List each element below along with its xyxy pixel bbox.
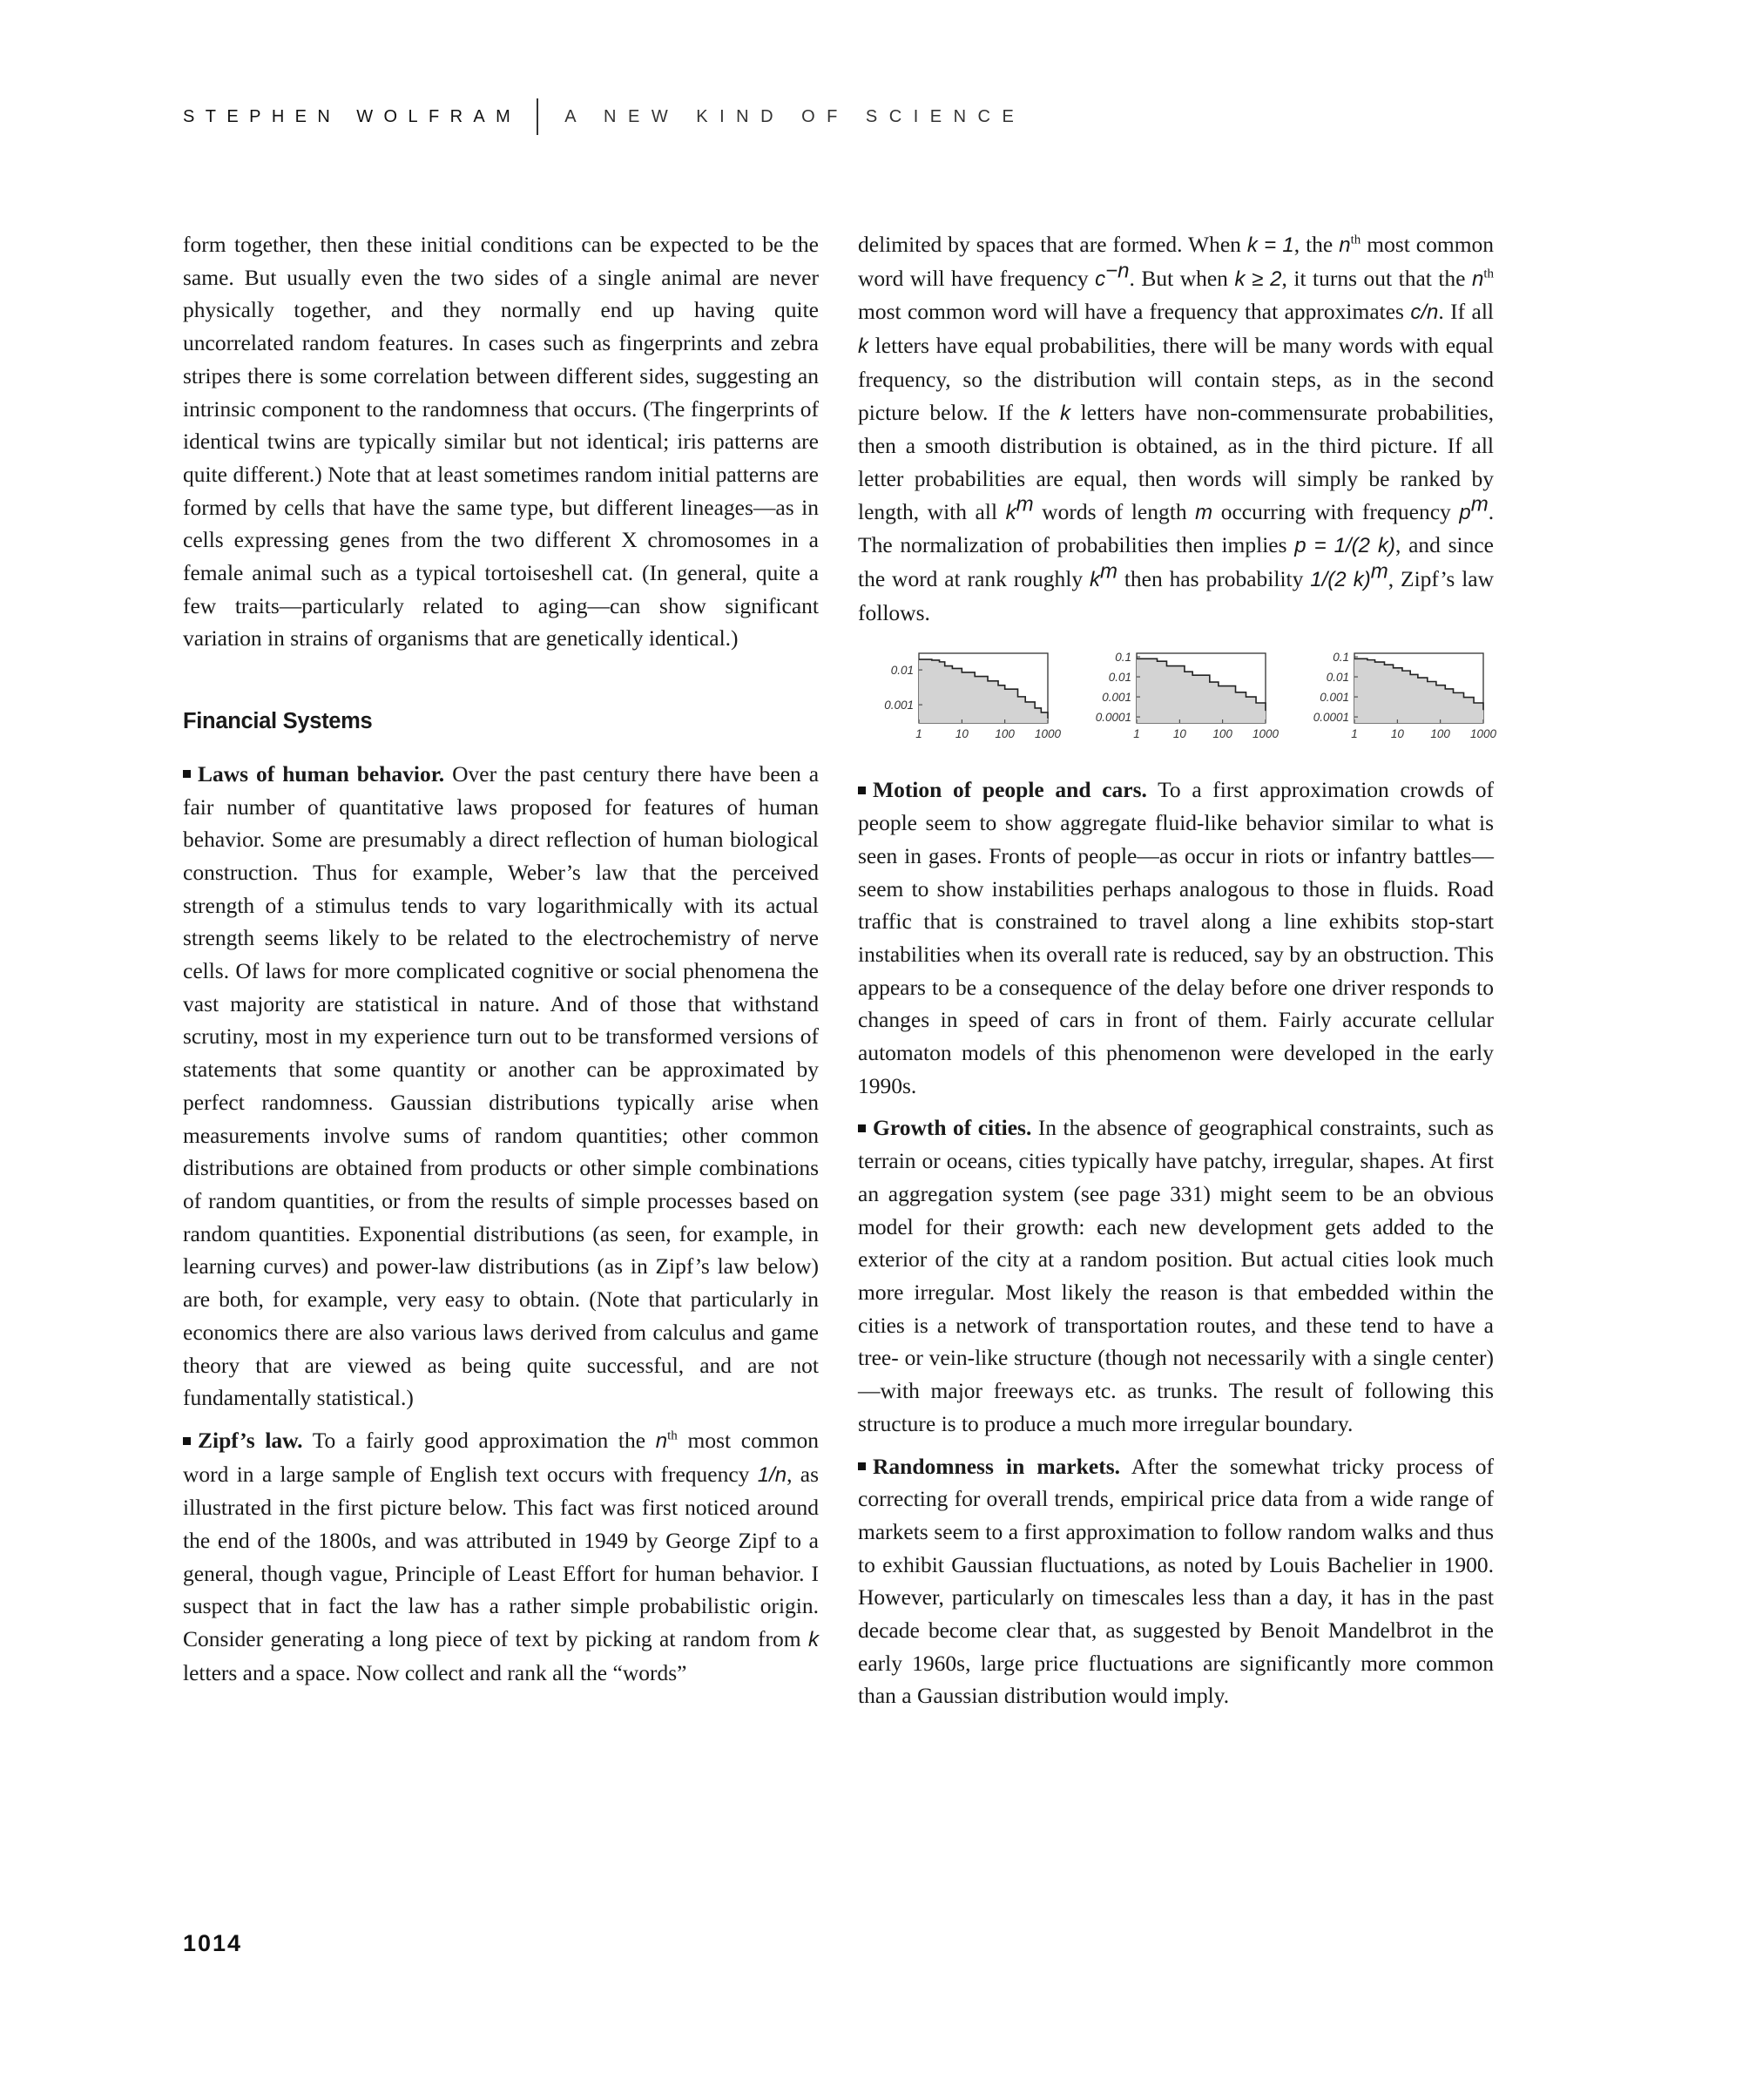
chart-1-svg (858, 646, 1062, 751)
page-number: 1014 (183, 1930, 243, 1956)
math-k-ge-2: k ≥ 2 (1234, 267, 1282, 291)
zipf-text: To a fairly good approximation the (312, 1427, 646, 1453)
motion-paragraph (858, 773, 1494, 1102)
left-column (183, 228, 819, 1690)
math-m: m (1370, 559, 1388, 584)
chart-y-tick-label: 0.001 (884, 699, 914, 712)
chart-x-tick-label: 10 (1390, 727, 1404, 741)
math-m: m (1195, 500, 1213, 524)
bullet-icon (858, 787, 866, 794)
chart-y-tick-label: 0.001 (1320, 691, 1349, 705)
zipf-text: , Zipf’s law follows. (858, 566, 1495, 625)
zipf-text: , as illustrated in the first picture below. This fact was first noticed around the end of the 1800s, and was attributed in 1949 by George Zipf to a general, though vague, Principle of Least Effort for human behavior. I suspect that in fact the law has a rather simple probabilistic origin. Consider generating a long piece of text by picking at random from (183, 1461, 820, 1652)
zipf-text: then has probability (1124, 566, 1304, 592)
math-k: k (1005, 500, 1016, 524)
laws-paragraph (183, 758, 819, 1415)
zipf-text: most common word will have a frequency that approximates (858, 299, 1404, 325)
intro-paragraph: form together, then these initial conditions can be expected to be the same. But usually even the two sides of a single animal are never physically together, and they normally end up having quite uncorrelated random features. In cases such as fingerprints and zebra stripes there is some correlation between different sides, suggesting an intrinsic component to the randomness that occurs. (The fingerprints of identical twins are typically similar but not identical; iris patterns are quite different.) Note that at least sometimes random initial patterns are formed by cells that have the same type, but different lineages—as in cells expressing genes from the two different X chromosomes in a female animal such as a typical tortoiseshell cat. (In general, quite a few traits—particularly related to aging—can show significant variation in strains of organisms that are genetically identical.) (183, 232, 819, 652)
math-th: th (667, 1428, 678, 1443)
math-k: k (1089, 568, 1100, 592)
zipf-text: words of length (1042, 498, 1187, 524)
chart-y-tick-label: 0.01 (1108, 671, 1131, 685)
zipf-text: . The normalization of probabilities then implies (858, 498, 1495, 558)
zipf-text: , and since the word at rank roughly (858, 532, 1494, 592)
bullet-icon (858, 1462, 866, 1470)
motion-lead: Motion of people and cars. (873, 777, 1147, 803)
zipf-charts-row (858, 646, 1497, 751)
zipf-text: , the (1293, 232, 1334, 257)
chart-x-tick-label: 100 (995, 727, 1015, 741)
chart-x-tick-label: 10 (1172, 727, 1186, 741)
motion-text: To a first approximation crowds of people seem to show aggregate fluid-like behavior similar to what is seen in gases. Fronts of people—as occur in riots or infantry battles—seem to show instabilities perhaps analogous to those in fluids. Road traffic that is constrained to travel along a line exhibits stop-start instabilities when its overall rate is reduced, say by an obstruction. This appears to be a consequence of the delay before one driver responds to changes in speed of cars in front of them. Fairly accurate cellular automaton models of this phenomenon were developed in the early 1990s. (858, 777, 1495, 1098)
zipf-chart-2 (1076, 646, 1279, 751)
chart-y-tick-label: 0.01 (890, 664, 914, 678)
laws-lead: Laws of human behavior. (198, 760, 445, 787)
math-m: m (1016, 492, 1034, 517)
zipf-paragraph (183, 1424, 819, 1690)
math-th: th (1350, 233, 1361, 247)
chart-y-tick-label: 0.01 (1326, 671, 1349, 685)
bullet-icon (858, 1124, 866, 1132)
bullet-icon (183, 1437, 191, 1445)
zipf-text: letters have non-commensurate probabilities, then a smooth distribution is obtained, as in the third picture. If all letter probabilities are equal, then words will simply be ranked by length, with all (858, 399, 1495, 524)
bullet-icon (183, 770, 191, 778)
math-m: m (1099, 559, 1117, 584)
markets-lead: Randomness in markets. (873, 1453, 1121, 1479)
zipf-text: . But when (1129, 265, 1228, 291)
chart-x-tick-label: 1000 (1034, 727, 1062, 741)
chart-x-tick-label: 1 (1133, 727, 1140, 741)
chart-y-tick-label: 0.1 (1115, 651, 1131, 665)
growth-paragraph (858, 1111, 1494, 1440)
math-k-eq-1: k = 1 (1246, 233, 1294, 257)
zipf-text: . If all (1438, 299, 1494, 325)
markets-paragraph (858, 1450, 1494, 1713)
chart-y-tick-label: 0.0001 (1313, 711, 1349, 725)
chart-x-tick-label: 1000 (1252, 727, 1279, 741)
math-th: th (1483, 267, 1495, 281)
math-n: n (1472, 267, 1484, 291)
chart-x-tick-label: 100 (1430, 727, 1450, 741)
chart-x-tick-label: 1000 (1469, 727, 1497, 741)
growth-text: In the absence of geographical constraints, such as terrain or oceans, cities typically have patchy, irregular, shapes. At first an aggregation system (see page 331) might seem to be an obvious model for their growth: each new development gets added to the exterior of the city at a random position. But actual cities look much more irregular. Most likely the reason is that embedded within the cities is a network of transportation routes, and these tend to have a tree- or vein-like structure (though not necessarily with a single center)—with major freeways etc. as trunks. The result of following this structure is to produce a much more irregular boundary. (858, 1115, 1495, 1436)
math-n: n (1339, 233, 1351, 257)
chart-x-tick-label: 100 (1212, 727, 1232, 741)
math-probability: 1/(2 k) (1310, 568, 1371, 592)
right-column (858, 228, 1497, 1712)
math-k: k (1060, 401, 1071, 425)
chart-2-svg (1076, 646, 1279, 751)
math-c: c (1095, 267, 1106, 291)
zipf-continued-paragraph (858, 228, 1494, 629)
chart-x-tick-label: 1 (1351, 727, 1358, 741)
laws-text: Over the past century there have been a fair number of quantitative laws proposed for features of human behavior. Some are presumably a direct reflection of human biological construction. Thus for example, Weber’s law that the perceived strength of a stimulus tends to vary logarithmically with its actual strength seems likely to be related to the electrochemistry of nerve cells. Of laws for more complicated cognitive or social phenomena the vast majority are statistical in nature. And of those that withstand scrutiny, most in my experience turn out to be transformed versions of statements that some quantity or another can be approximated by perfect randomness. Gaussian distributions typically arise when measurements involve sums of random quantities; other common distributions are obtained from products or other simple combinations of random quantities, or from the results of simple processes based on random quantities. Exponential distributions (as seen, for example, in learning curves) and power-law distributions (as in Zipf’s law below) are both, for example, very easy to obtain. (Note that particularly in economics there are also various laws derived from calculus and game theory that are viewed as being quite successful, and are not fundamentally statistical.) (183, 760, 820, 1411)
zipf-text: most common word will have frequency (858, 232, 1495, 291)
math-k: k (808, 1628, 820, 1652)
chart-x-tick-label: 1 (915, 727, 922, 741)
zipf-text: occurring with frequency (1220, 498, 1451, 524)
math-freq: 1/n (757, 1462, 787, 1487)
chart-3-svg (1293, 646, 1497, 751)
section-heading: Financial Systems (183, 709, 373, 734)
zipf-text: , it turns out that the (1281, 265, 1466, 291)
zipf-text: letters have equal probabilities, there will be many words with equal frequency, so the distribution will contain steps, as in the second picture below. If the (858, 333, 1495, 425)
author-name: STEPHEN WOLFRAM (183, 106, 522, 126)
math-neg-n: −n (1105, 259, 1130, 283)
chart-y-tick-label: 0.001 (1102, 691, 1131, 705)
running-header (183, 98, 1025, 136)
book-title: A NEW KIND OF SCIENCE (564, 106, 1026, 126)
zipf-text: delimited by spaces that are formed. When (858, 232, 1241, 257)
math-p-formula: p = 1/(2 k) (1294, 534, 1395, 558)
math-c-over-n: c/n (1410, 300, 1439, 325)
math-p: p (1459, 500, 1471, 524)
growth-lead: Growth of cities. (873, 1115, 1032, 1141)
chart-x-tick-label: 10 (955, 727, 969, 741)
math-m: m (1470, 492, 1489, 517)
chart-y-tick-label: 0.1 (1333, 651, 1349, 665)
zipf-chart-3 (1293, 646, 1497, 751)
markets-text: After the somewhat tricky process of correcting for overall trends, empirical price data from a wide range of markets seem to a first approximation to follow random walks and thus to exhibit Gaussian fluctuations, as noted by Louis Bachelier in 1900. However, particularly on timescales less than a day, it has in the past decade become clear that, as suggested by Benoit Mandelbrot in the early 1960s, large price fluctuations are significantly more common than a Gaussian distribution would imply. (858, 1453, 1494, 1709)
chart-y-tick-label: 0.0001 (1095, 711, 1131, 725)
zipf-text: most common word in a large sample of English text occurs with frequency (183, 1427, 820, 1487)
zipf-chart-1 (858, 646, 1062, 751)
math-n: n (655, 1428, 668, 1453)
zipf-lead: Zipf’s law. (198, 1427, 303, 1453)
header-divider (537, 98, 538, 135)
math-k: k (858, 334, 868, 359)
zipf-text: letters and a space. Now collect and rank all the “words” (183, 1659, 687, 1685)
